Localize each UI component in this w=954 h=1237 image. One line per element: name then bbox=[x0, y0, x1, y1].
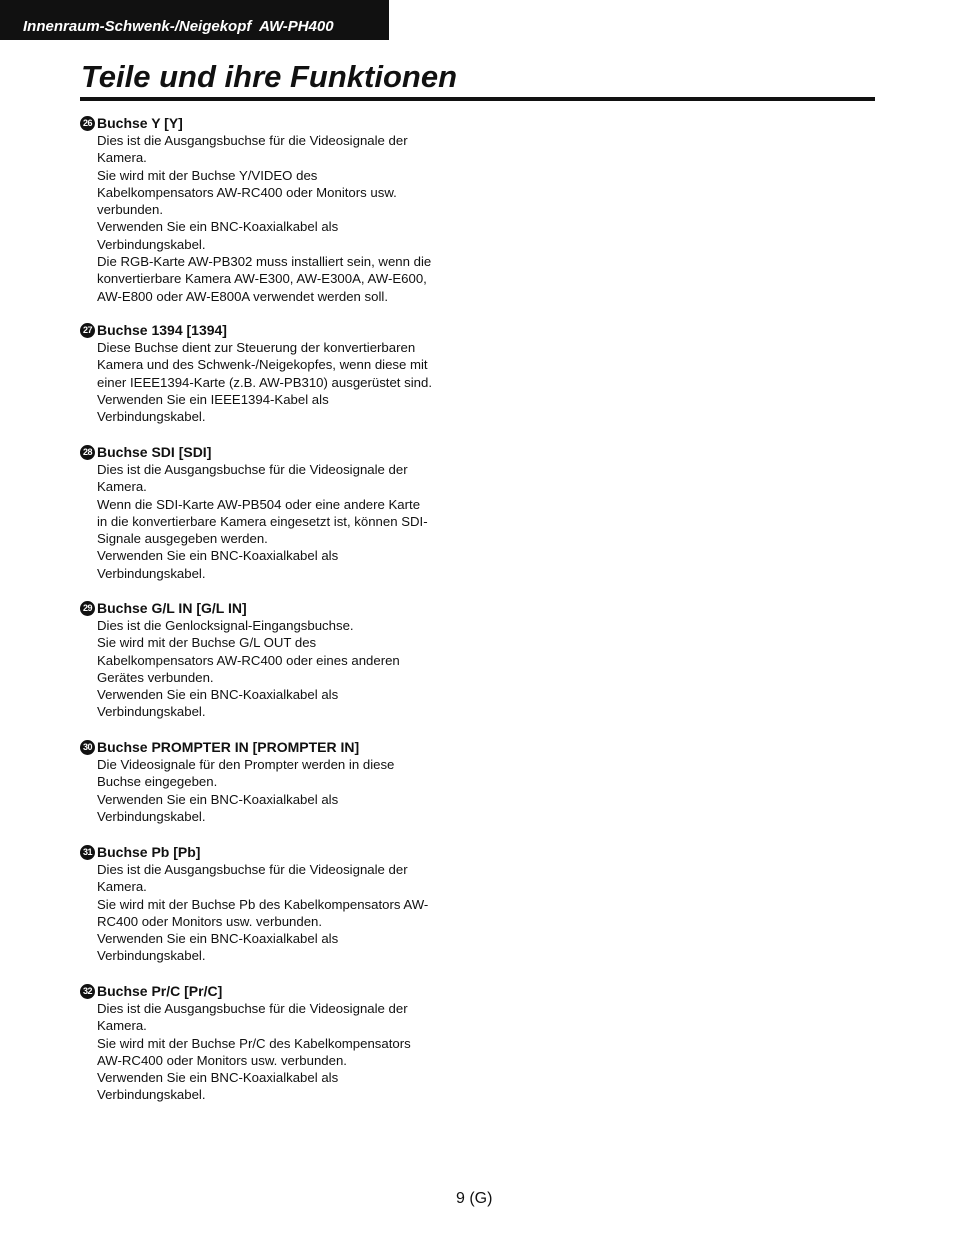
body-line: in die konvertierbare Kamera eingesetzt ist, können SDI- bbox=[97, 513, 428, 529]
body-line: Verbindungskabel. bbox=[97, 409, 206, 425]
section-title: Buchse Pb [Pb] bbox=[97, 844, 201, 860]
body-line: Kamera und des Schwenk-/Neigekopfes, wenn diese mit bbox=[97, 357, 428, 373]
section-title: Buchse Pr/C [Pr/C] bbox=[97, 983, 223, 999]
section-buchse-sdi bbox=[80, 443, 480, 582]
body-line: Buchse eingegeben. bbox=[97, 774, 218, 790]
body-line: Dies ist die Ausgangsbuchse für die Videosignale der bbox=[97, 133, 408, 148]
section-buchse-gl-in bbox=[80, 599, 480, 721]
body-line: Sie wird mit der Buchse Pr/C des Kabelkompensators bbox=[97, 1035, 411, 1051]
page-number: 9 (G) bbox=[456, 1190, 493, 1207]
section-buchse-y bbox=[80, 114, 480, 305]
body-line: Signale ausgegeben werden. bbox=[97, 531, 268, 547]
body-line: Dies ist die Ausgangsbuchse für die Videosignale der bbox=[97, 862, 408, 877]
body-line: Gerätes verbunden. bbox=[97, 669, 214, 685]
circled-number-icon: 26 bbox=[80, 116, 95, 131]
body-line: Verbindungskabel. bbox=[97, 948, 206, 964]
body-line: Kamera. bbox=[97, 1018, 147, 1034]
body-line: Diese Buchse dient zur Steuerung der konvertierbaren bbox=[97, 340, 416, 355]
body-line: Verbindungskabel. bbox=[97, 808, 206, 824]
circled-number-icon: 32 bbox=[80, 984, 95, 999]
body-line: Verwenden Sie ein BNC-Koaxialkabel als bbox=[97, 791, 339, 807]
body-line: Verwenden Sie ein BNC-Koaxialkabel als bbox=[97, 548, 339, 564]
body-line: konvertierbare Kamera AW-E300, AW-E300A, AW-E600, bbox=[97, 271, 427, 287]
section-heading bbox=[80, 321, 480, 339]
body-line: Verwenden Sie ein BNC-Koaxialkabel als bbox=[97, 219, 339, 235]
section-title: Buchse SDI [SDI] bbox=[97, 444, 212, 460]
circled-number-icon: 31 bbox=[80, 845, 95, 860]
body-line: Kamera. bbox=[97, 150, 147, 166]
section-body bbox=[97, 339, 480, 425]
body-line: Wenn die SDI-Karte AW-PB504 oder eine andere Karte bbox=[97, 496, 421, 512]
section-buchse-1394 bbox=[80, 321, 480, 425]
page-title: Teile und ihre Funktionen bbox=[81, 59, 458, 94]
body-line: Kabelkompensators AW-RC400 oder Monitors usw. bbox=[97, 184, 397, 200]
circled-number-icon: 28 bbox=[80, 445, 95, 460]
body-line: einer IEEE1394-Karte (z.B. AW-PB310) ausgerüstet sind. bbox=[97, 374, 432, 390]
circled-number-icon: 29 bbox=[80, 601, 95, 616]
circled-number-icon: 30 bbox=[80, 740, 95, 755]
section-buchse-pr-c bbox=[80, 982, 480, 1104]
body-line: AW-RC400 oder Monitors usw. verbunden. bbox=[97, 1052, 347, 1068]
body-line: Verwenden Sie ein BNC-Koaxialkabel als bbox=[97, 1070, 339, 1086]
section-body bbox=[97, 861, 480, 965]
body-line: Sie wird mit der Buchse G/L OUT des bbox=[97, 635, 317, 651]
body-line: Verwenden Sie ein BNC-Koaxialkabel als bbox=[97, 687, 339, 703]
body-line: verbunden. bbox=[97, 202, 163, 218]
section-buchse-pb bbox=[80, 843, 480, 965]
section-heading bbox=[80, 114, 480, 132]
body-line: Kamera. bbox=[97, 479, 147, 495]
body-line: Verwenden Sie ein IEEE1394-Kabel als bbox=[97, 391, 329, 407]
body-line: Verbindungskabel. bbox=[97, 704, 206, 720]
header-tab-text: Innenraum-Schwenk-/Neigekopf AW-PH400 bbox=[23, 18, 334, 35]
section-title: Buchse Y [Y] bbox=[97, 115, 183, 131]
section-heading bbox=[80, 843, 480, 861]
body-line: Verwenden Sie ein BNC-Koaxialkabel als bbox=[97, 931, 339, 947]
section-title: Buchse 1394 [1394] bbox=[97, 322, 227, 338]
body-line: Die Videosignale für den Prompter werden in diese bbox=[97, 757, 395, 772]
circled-number-icon: 27 bbox=[80, 323, 95, 338]
title-rule bbox=[80, 97, 875, 101]
section-buchse-prompter-in bbox=[80, 738, 480, 825]
body-line: Dies ist die Ausgangsbuchse für die Videosignale der bbox=[97, 462, 408, 477]
section-body bbox=[97, 1000, 480, 1104]
section-body bbox=[97, 132, 480, 305]
section-body bbox=[97, 756, 480, 825]
body-line: Verbindungskabel. bbox=[97, 1087, 206, 1103]
body-line: Sie wird mit der Buchse Y/VIDEO des bbox=[97, 167, 318, 183]
body-line: Verbindungskabel. bbox=[97, 565, 206, 581]
body-line: RC400 oder Monitors usw. verbunden. bbox=[97, 913, 323, 929]
body-line: Dies ist die Ausgangsbuchse für die Videosignale der bbox=[97, 1001, 408, 1016]
body-line: Verbindungskabel. bbox=[97, 236, 206, 252]
header-tab bbox=[0, 0, 389, 40]
body-line: Kabelkompensators AW-RC400 oder eines anderen bbox=[97, 652, 400, 668]
section-heading bbox=[80, 443, 480, 461]
body-line: Sie wird mit der Buchse Pb des Kabelkompensators AW- bbox=[97, 896, 429, 912]
body-line: Die RGB-Karte AW-PB302 muss installiert sein, wenn die bbox=[97, 254, 432, 270]
body-line: Dies ist die Genlocksignal-Eingangsbuchse. bbox=[97, 618, 354, 633]
section-heading bbox=[80, 738, 480, 756]
body-line: AW-E800 oder AW-E800A verwendet werden soll. bbox=[97, 288, 389, 304]
section-heading bbox=[80, 982, 480, 1000]
section-title: Buchse G/L IN [G/L IN] bbox=[97, 600, 247, 616]
section-body bbox=[97, 461, 480, 582]
section-body bbox=[97, 617, 480, 721]
body-line: Kamera. bbox=[97, 879, 147, 895]
section-heading bbox=[80, 599, 480, 617]
section-title: Buchse PROMPTER IN [PROMPTER IN] bbox=[97, 739, 360, 755]
